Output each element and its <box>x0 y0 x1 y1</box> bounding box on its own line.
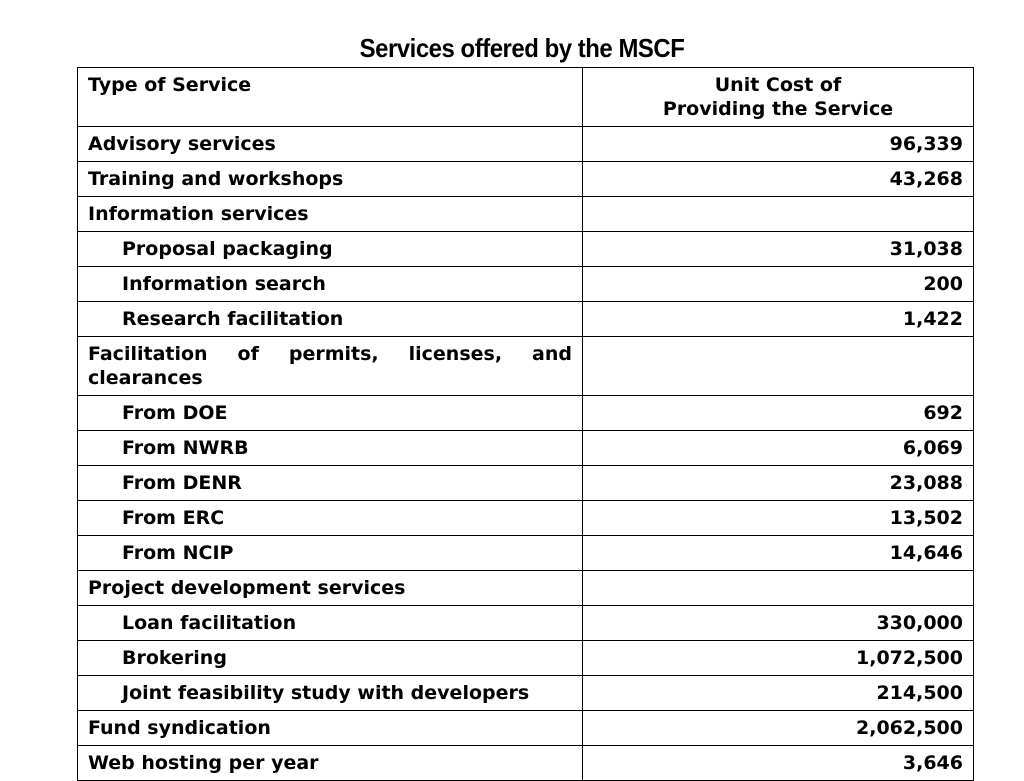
unit-cost-cell: 330,000 <box>583 606 974 641</box>
unit-cost-cell: 43,268 <box>583 162 974 197</box>
unit-cost-cell: 14,646 <box>583 536 974 571</box>
unit-cost-cell: 3,646 <box>583 746 974 781</box>
unit-cost-cell: 23,088 <box>583 466 974 501</box>
table-row <box>78 466 974 501</box>
table-row <box>78 232 974 267</box>
service-subtype-cell: Joint feasibility study with developers <box>78 676 583 711</box>
service-category-cell: Facilitation of permits, licenses, and clearances <box>78 337 583 396</box>
table-row <box>78 162 974 197</box>
service-type-cell: Advisory services <box>78 127 583 162</box>
table-row <box>78 302 974 337</box>
table-row <box>78 641 974 676</box>
service-subtype-cell: Information search <box>78 267 583 302</box>
service-subtype-cell: Loan facilitation <box>78 606 583 641</box>
unit-cost-cell <box>583 197 974 232</box>
service-type-cell: Fund syndication <box>78 711 583 746</box>
service-subtype-cell: From NCIP <box>78 536 583 571</box>
table-row <box>78 197 974 232</box>
unit-cost-cell <box>583 337 974 396</box>
header-unit-cost-line2: Providing the Service <box>662 98 894 120</box>
table-row <box>78 396 974 431</box>
unit-cost-cell: 214,500 <box>583 676 974 711</box>
service-subtype-cell: Proposal packaging <box>78 232 583 267</box>
service-category-cell: Information services <box>78 197 583 232</box>
header-unit-cost-line1: Unit Cost of <box>714 74 842 96</box>
header-type-of-service: Type of Service <box>78 68 583 127</box>
service-subtype-cell: From DOE <box>78 396 583 431</box>
service-type-cell: Web hosting per year <box>78 746 583 781</box>
unit-cost-cell: 96,339 <box>583 127 974 162</box>
page-title: Services offered by the MSCF <box>359 33 685 63</box>
table-row <box>78 127 974 162</box>
service-subtype-cell: Brokering <box>78 641 583 676</box>
unit-cost-cell: 13,502 <box>583 501 974 536</box>
header-unit-cost <box>583 68 974 127</box>
table-row <box>78 676 974 711</box>
table-header-row <box>78 68 974 127</box>
table-row <box>78 571 974 606</box>
service-subtype-cell: From DENR <box>78 466 583 501</box>
service-subtype-cell: From ERC <box>78 501 583 536</box>
table-row <box>78 431 974 466</box>
unit-cost-cell: 200 <box>583 267 974 302</box>
service-subtype-cell: From NWRB <box>78 431 583 466</box>
unit-cost-cell: 1,072,500 <box>583 641 974 676</box>
unit-cost-cell: 31,038 <box>583 232 974 267</box>
service-subtype-cell: Research facilitation <box>78 302 583 337</box>
table-row <box>78 501 974 536</box>
service-type-cell: Training and workshops <box>78 162 583 197</box>
unit-cost-cell: 1,422 <box>583 302 974 337</box>
unit-cost-cell: 2,062,500 <box>583 711 974 746</box>
table-row <box>78 746 974 781</box>
table-row <box>78 536 974 571</box>
table-row <box>78 606 974 641</box>
unit-cost-cell: 692 <box>583 396 974 431</box>
unit-cost-cell: 6,069 <box>583 431 974 466</box>
unit-cost-cell <box>583 571 974 606</box>
table-row <box>78 711 974 746</box>
services-table <box>77 67 974 781</box>
service-category-cell: Project development services <box>78 571 583 606</box>
table-row <box>78 267 974 302</box>
table-row <box>78 337 974 396</box>
